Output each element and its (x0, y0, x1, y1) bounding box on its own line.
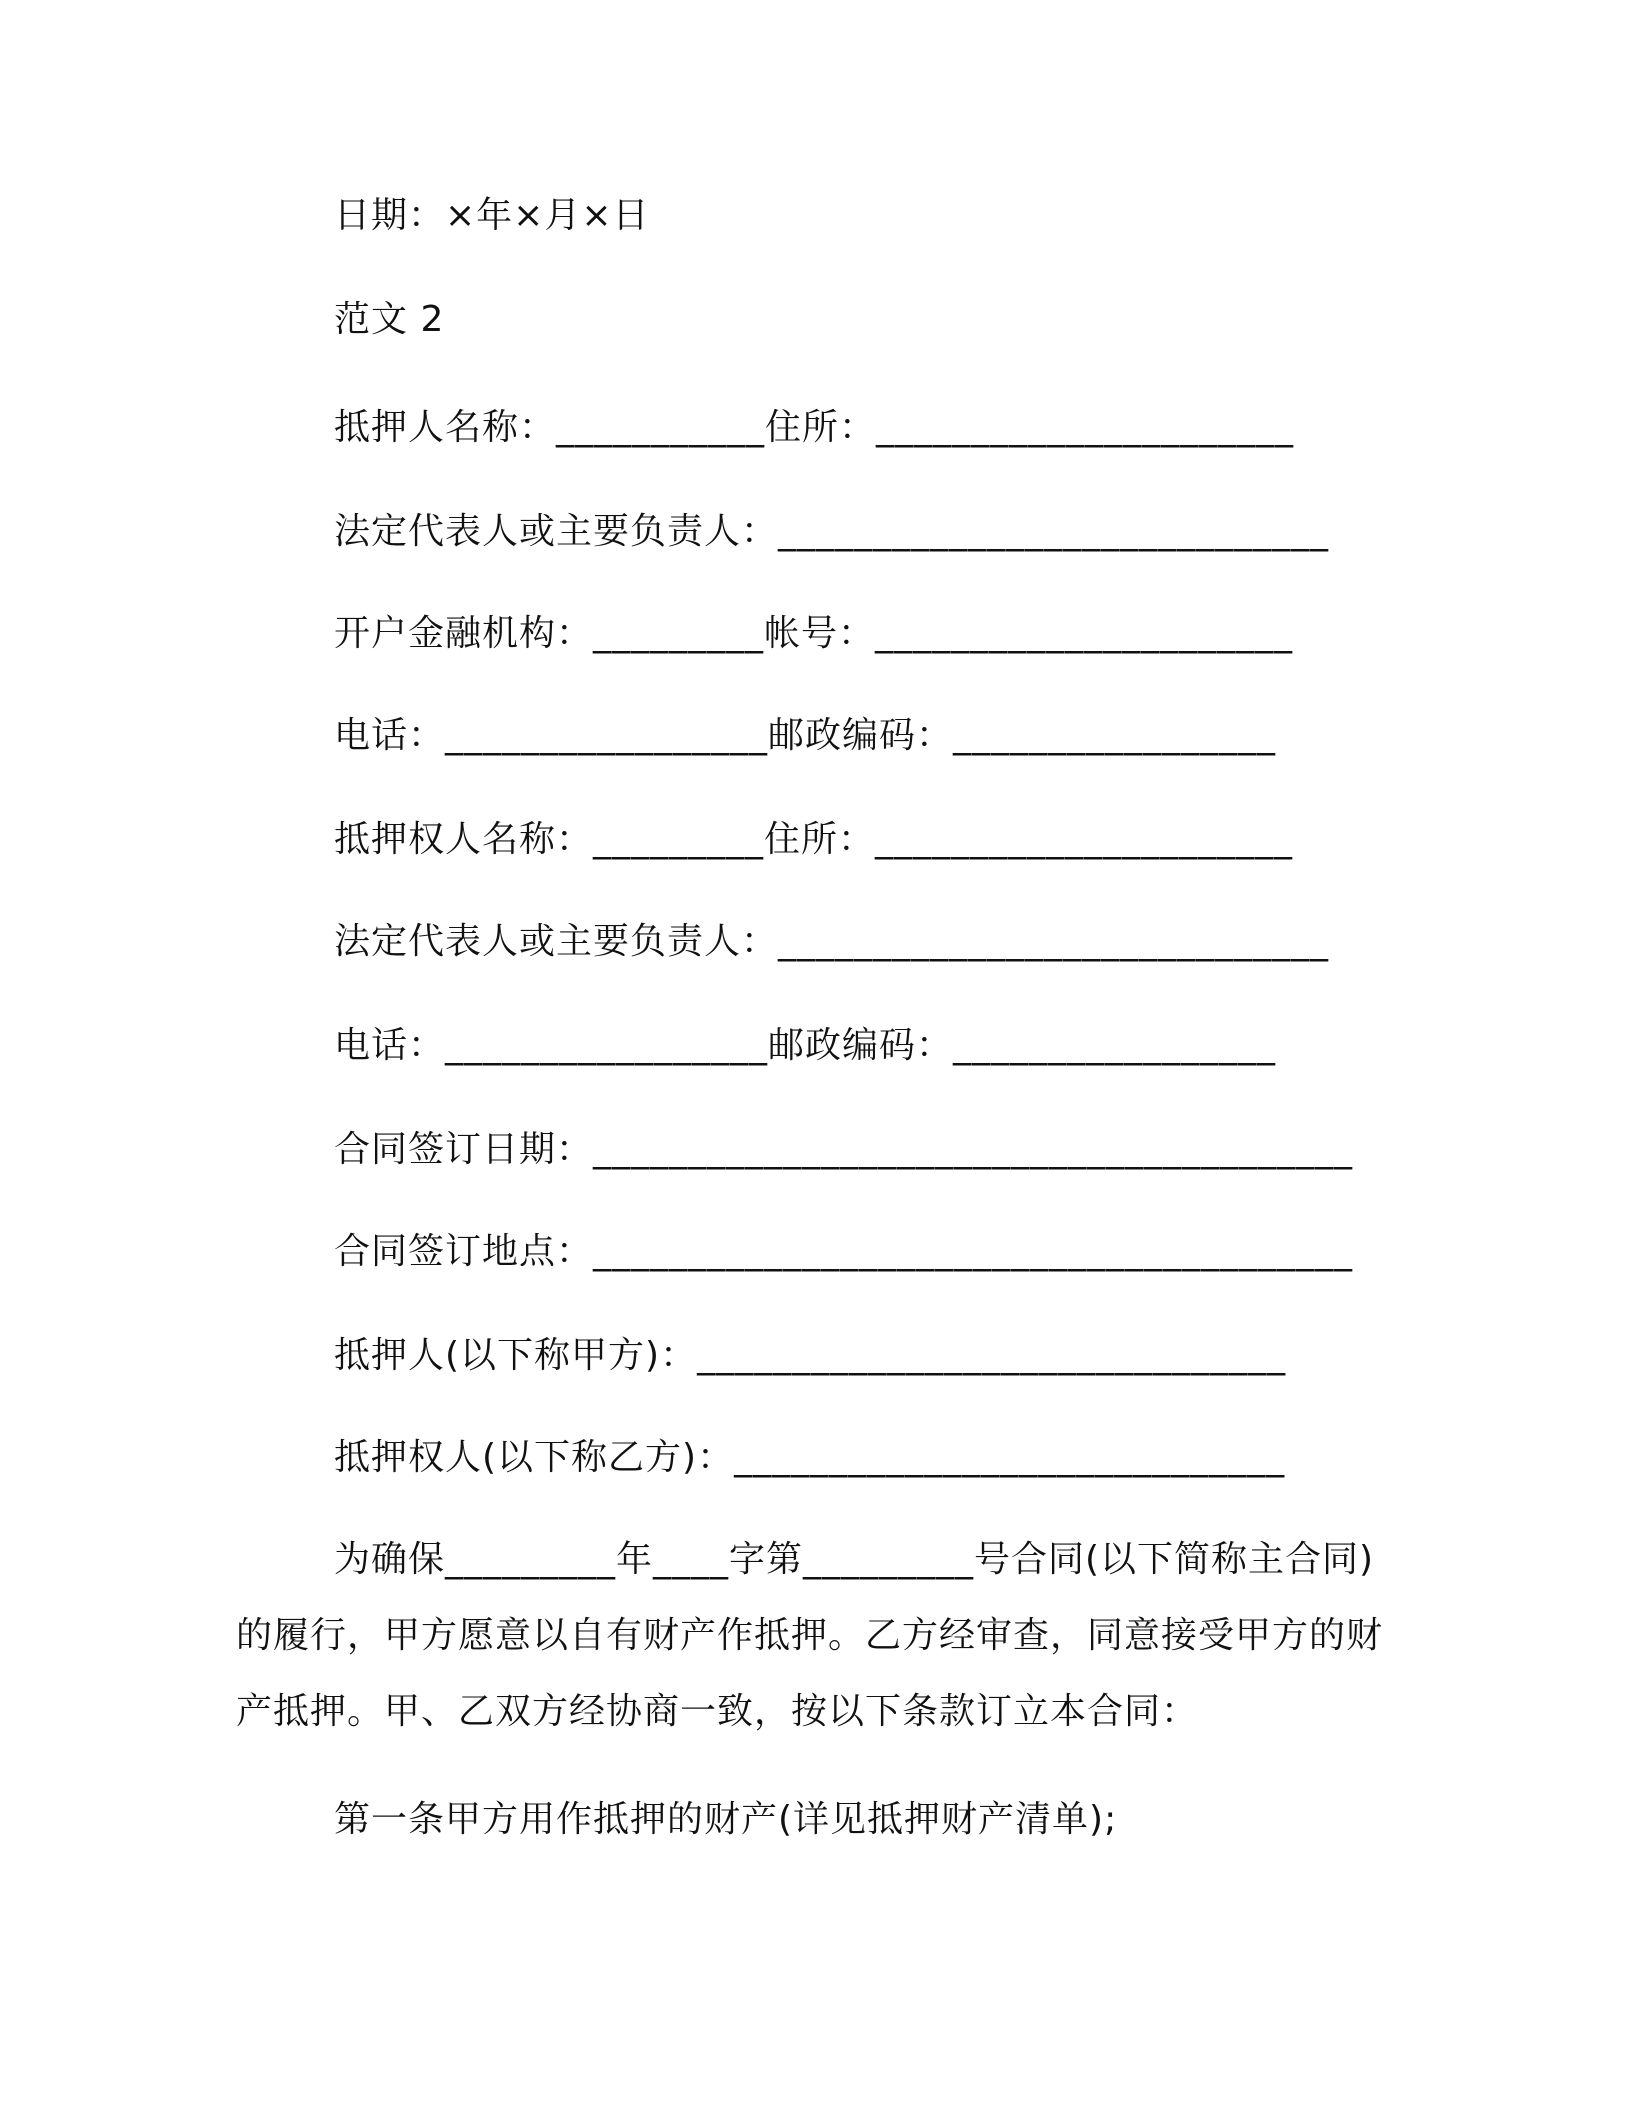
document-heading: 范文 2 (334, 299, 445, 340)
field-mortgagor-phone-postcode: 电话：_________________邮政编码：_________________ (334, 715, 1277, 756)
field-signing-place: 合同签订地点：________________________________________ (334, 1231, 1354, 1272)
field-signing-date: 合同签订日期：________________________________________ (334, 1129, 1354, 1170)
body-paragraph (236, 1522, 1396, 1750)
field-party-b: 抵押权人(以下称乙方)：_____________________________ (334, 1437, 1286, 1478)
body-paragraph-text: 为确保_________年____字第_________号合同(以下简称主合同)的履行，甲方愿意以自有财产作抵押。乙方经审查，同意接受甲方的财产抵押。甲、乙双方经协商一致，按以下条款订立本合同： (236, 1539, 1384, 1732)
field-mortgagor-representative: 法定代表人或主要负责人：_____________________________ (334, 511, 1330, 552)
field-mortgagee-representative: 法定代表人或主要负责人：_____________________________ (334, 921, 1330, 962)
article-1: 第一条甲方用作抵押的财产(详见抵押财产清单); (334, 1799, 1118, 1840)
field-mortgagee-name-address: 抵押权人名称：_________住所：______________________ (334, 819, 1294, 860)
field-party-a: 抵押人(以下称甲方)：_______________________________ (334, 1335, 1287, 1376)
field-mortgagor-name-address: 抵押人名称：___________住所：______________________ (334, 407, 1295, 448)
date-line: 日期：×年×月×日 (334, 195, 650, 236)
field-mortgagee-phone-postcode: 电话：_________________邮政编码：_________________ (334, 1025, 1277, 1066)
field-mortgagor-bank-account: 开户金融机构：_________帐号：______________________ (334, 613, 1294, 654)
